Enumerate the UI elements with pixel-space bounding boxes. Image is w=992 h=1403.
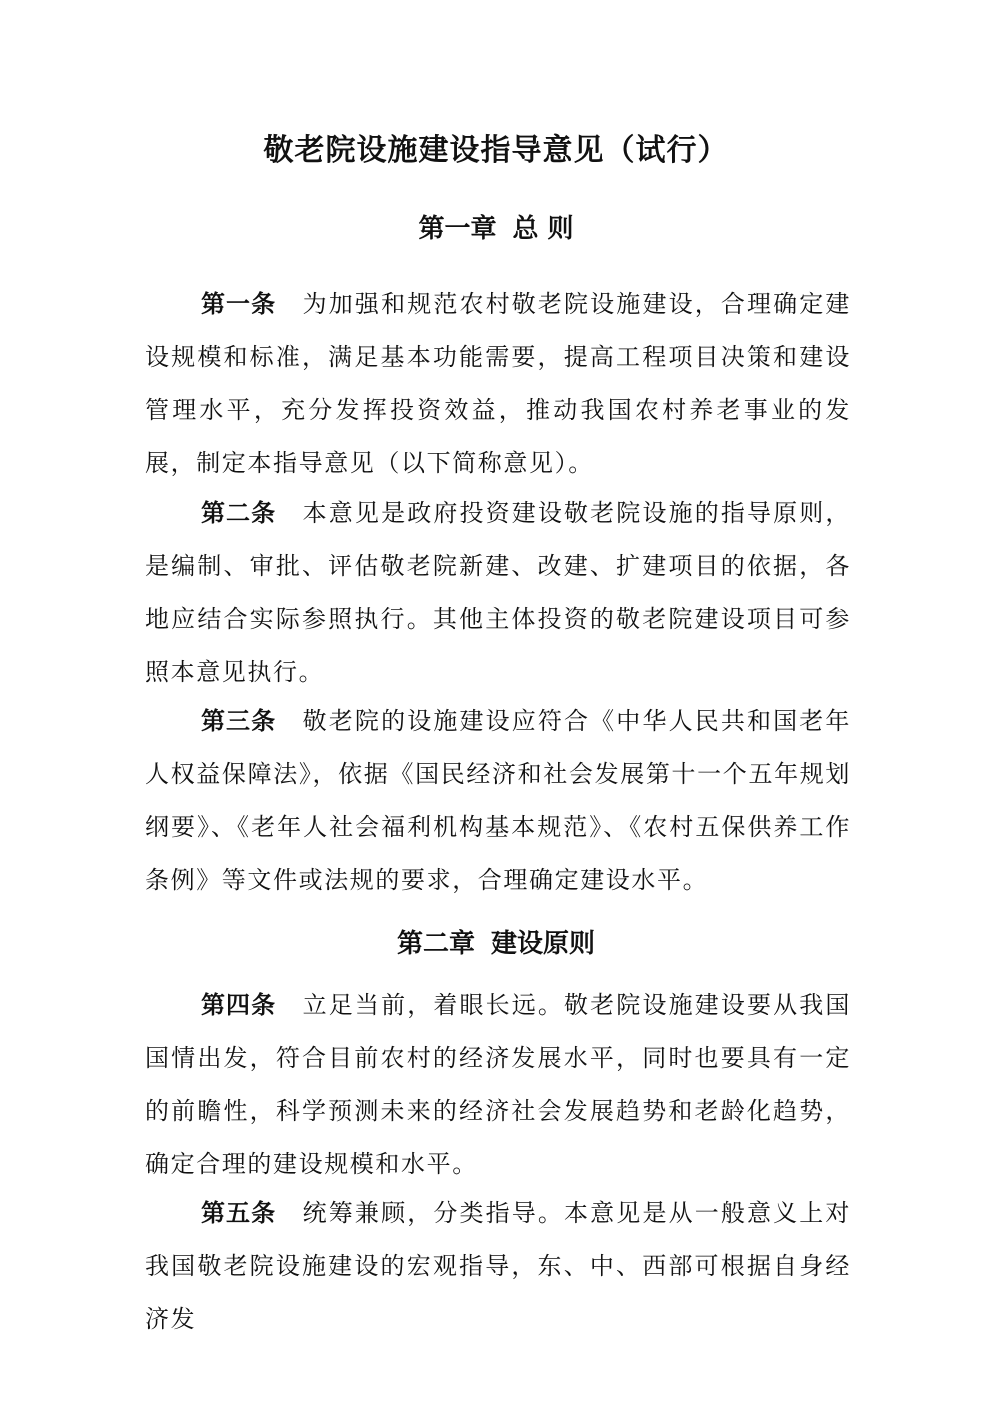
document-title: 敬老院设施建设指导意见（试行） [263, 133, 729, 168]
chapter-name: 建设原则 [491, 929, 596, 959]
article-2 [145, 486, 851, 699]
article-number: 第三条 [201, 706, 277, 735]
article-3 [145, 694, 851, 907]
chapter-heading-1 [0, 209, 992, 249]
article-text: 本意见是政府投资建设敬老院设施的指导原则，是编制、审批、评估敬老院新建、改建、扩建项目的依据，各地应结合实际参照执行。其他主体投资的敬老院建设项目可参照本意见执行。 [145, 499, 852, 686]
chapter-number: 第一章 [418, 214, 497, 244]
article-number: 第五条 [201, 1198, 277, 1227]
article-number: 第四条 [201, 990, 277, 1019]
chapter-heading-2 [0, 924, 992, 964]
article-1 [145, 277, 851, 490]
article-4 [145, 978, 851, 1191]
article-number: 第二条 [201, 498, 277, 527]
article-text: 立足当前，着眼长远。敬老院设施建设要从我国国情出发，符合目前农村的经济发展水平，同时也要具有一定的前瞻性，科学预测未来的经济社会发展趋势和老龄化趋势，确定合理的建设规模和水平。 [145, 991, 852, 1178]
chapter-name: 总 则 [512, 214, 574, 244]
chapter-number: 第二章 [396, 929, 475, 959]
article-text: 敬老院的设施建设应符合《中华人民共和国老年人权益保障法》，依据《国民经济和社会发展第十一个五年规划纲要》、《老年人社会福利机构基本规范》、《农村五保供养工作条例》等文件或法规的要求，合理确定建设水平。 [145, 707, 852, 894]
article-text: 为加强和规范农村敬老院设施建设，合理确定建设规模和标准，满足基本功能需要，提高工程项目决策和建设管理水平，充分发挥投资效益，推动我国农村养老事业的发展，制定本指导意见（以下简称意见）。 [145, 290, 852, 477]
article-text: 统筹兼顾，分类指导。本意见是从一般意义上对我国敬老院设施建设的宏观指导，东、中、西部可根据自身经济发 [145, 1199, 852, 1333]
article-5 [145, 1186, 851, 1346]
article-number: 第一条 [201, 289, 277, 318]
